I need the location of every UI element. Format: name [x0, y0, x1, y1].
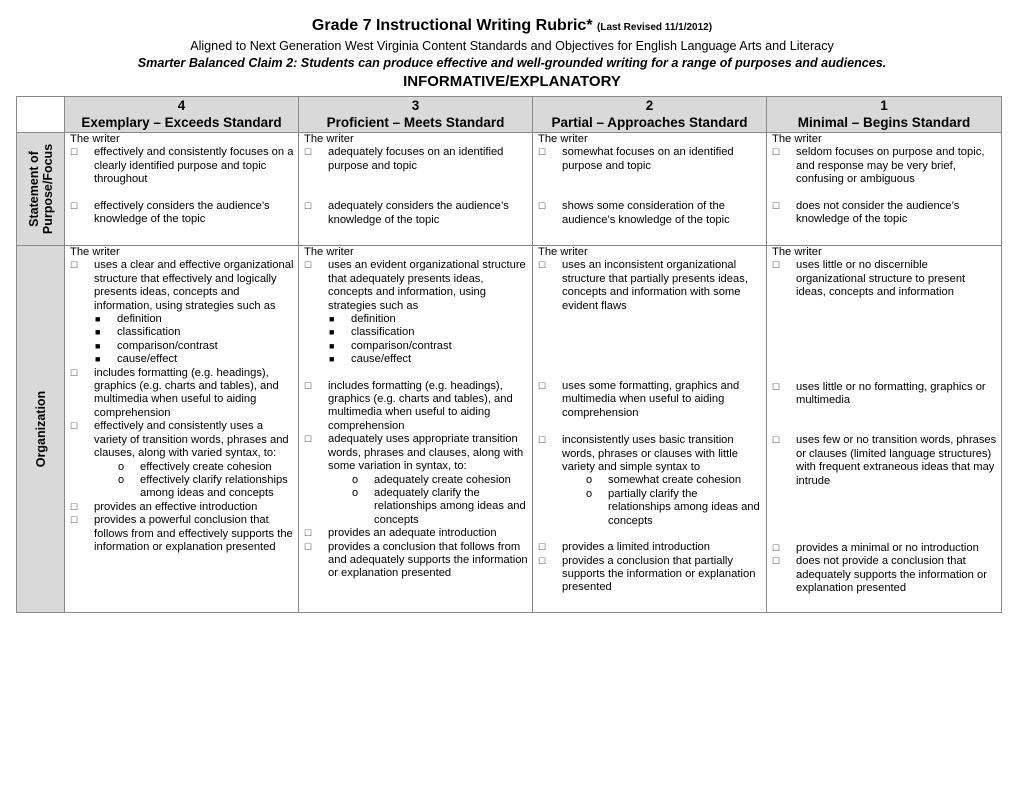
- purpose-item: o partially clarify the relationships among ideas and concepts: [586, 487, 760, 527]
- purpose-item: o somewhat create cohesion: [586, 474, 742, 487]
- organization-cell-4: The writer ☐ uses a clear and effective organizational structure that effectively and logically presents ideas, concepts and information, using strategies such as ■ definition ■ classification ■ comparison/contrast ■ cause/effect ☐ includes formatting (e.g. headings), graphics (e.g. charts and tables), and multimedia when useful to aiding comprehension ☐ effectively and consistently uses a variety of transition words, phrases and clauses, along with varied syntax, to: o effectively create cohesion o effectively clarify relationships among ideas and concepts ☐ provides an effective introduction ☐ provides a powerful conclusion that follows from and effectively supports the information or explanation presented: [65, 246, 299, 613]
- strategy-item: ■ comparison/contrast: [329, 339, 452, 352]
- criterion-item: ☐ does not consider the audience’s knowledge of the topic: [772, 199, 960, 226]
- checkbox-icon: ☐: [304, 528, 313, 539]
- purpose-item: o adequately clarify the relationships among ideas and concepts: [352, 486, 526, 526]
- checkbox-icon: ☐: [772, 147, 781, 158]
- criterion-item: ☐ seldom focuses on purpose and topic, and response may be very brief, confusing or ambiguous: [772, 146, 985, 186]
- checkbox-icon: ☐: [538, 381, 547, 392]
- checkbox-icon: ☐: [772, 543, 781, 554]
- square-bullet-icon: ■: [95, 340, 101, 351]
- claim-statement: Smarter Balanced Claim 2: Students can produce effective and well-grounded writing for a range of purposes and audiences.: [137, 56, 887, 70]
- checkbox-icon: ☐: [538, 555, 547, 566]
- square-bullet-icon: ■: [329, 340, 335, 351]
- purpose-cell-4: The writer ☐ effectively and consistently focuses on a clearly identified purpose and topic throughout ☐ effectively considers the audience’s knowledge of the topic: [65, 133, 299, 246]
- strategy-item: ■ comparison/contrast: [95, 339, 218, 352]
- purpose-cell-1: The writer ☐ seldom focuses on purpose and topic, and response may be very brief, confusing or ambiguous ☐ does not consider the audience’s knowledge of the topic: [767, 133, 1002, 246]
- checkbox-icon: ☐: [772, 200, 781, 211]
- square-bullet-icon: ■: [329, 327, 335, 338]
- criterion-item: ☐ uses some formatting, graphics and multimedia when useful to aiding comprehension: [538, 380, 740, 419]
- square-bullet-icon: ■: [95, 314, 101, 325]
- checkbox-icon: ☐: [304, 260, 313, 271]
- checkbox-icon: ☐: [772, 260, 781, 271]
- criterion-item: ☐ inconsistently uses basic transition words, phrases or clauses with little variety and simple syntax to: [538, 434, 738, 474]
- criterion-item: ☐ provides an adequate introduction: [304, 527, 497, 540]
- checkbox-icon: ☐: [304, 380, 313, 391]
- strategy-item: ■ cause/effect: [95, 353, 178, 366]
- checkbox-icon: ☐: [304, 147, 313, 158]
- organization-cell-2: The writer ☐ uses an inconsistent organizational structure that partially presents ideas, concepts and information with some evident flaws ☐ uses some formatting, graphics and multimedia when useful to aiding comprehension ☐ inconsistently uses basic transition words, phrases or clauses with little variety and simple syntax to o somewhat create cohesion o partially clarify the relationships among ideas and concepts ☐ provides a limited introduction ☐ provides a conclusion that partially supports the information or explanation presented: [533, 246, 767, 613]
- checkbox-icon: ☐: [70, 421, 79, 432]
- checkbox-icon: ☐: [70, 260, 79, 271]
- criterion-item: ☐ provides a minimal or no introduction: [772, 542, 979, 555]
- square-bullet-icon: ■: [329, 314, 335, 325]
- checkbox-icon: ☐: [70, 501, 79, 512]
- strategy-item: ■ definition: [95, 313, 162, 326]
- checkbox-icon: ☐: [538, 147, 547, 158]
- checkbox-icon: ☐: [538, 435, 547, 446]
- criterion-item: ☐ provides a limited introduction: [538, 541, 710, 554]
- criterion-item: ☐ provides a conclusion that follows from and adequately supports the information or explanation presented: [304, 540, 528, 580]
- circle-bullet-icon: o: [586, 487, 593, 500]
- checkbox-icon: ☐: [538, 542, 547, 553]
- criterion-item: ☐ provides a powerful conclusion that follows from and effectively supports the information or explanation presented: [70, 514, 293, 553]
- rubric-table: [16, 96, 1002, 613]
- checkbox-icon: ☐: [538, 201, 547, 212]
- alignment-statement: Aligned to Next Generation West Virginia Content Standards and Objectives for English Language Arts and Literacy: [190, 39, 834, 53]
- checkbox-icon: ☐: [70, 147, 79, 158]
- purpose-item: o effectively clarify relationships among ideas and concepts: [118, 473, 288, 500]
- circle-bullet-icon: o: [352, 486, 359, 499]
- criterion-item: ☐ uses little or no formatting, graphics or multimedia: [772, 380, 986, 407]
- row-label-organization: Organization: [17, 246, 65, 613]
- circle-bullet-icon: o: [352, 473, 359, 486]
- criterion-item: ☐ uses an evident organizational structure that adequately presents ideas, concepts and information, using strategies such as: [304, 259, 526, 312]
- organization-row: [17, 246, 1002, 613]
- square-bullet-icon: ■: [95, 327, 101, 338]
- rubric-title: Grade 7 Instructional Writing Rubric* (Last Revised 11/1/2012): [311, 17, 713, 34]
- column-header-3: 3 Proficient – Meets Standard: [299, 97, 533, 133]
- column-header-4: 4 Exemplary – Exceeds Standard: [65, 97, 299, 133]
- criterion-item: ☐ shows some consideration of the audience’s knowledge of the topic: [538, 200, 730, 226]
- organization-cell-3: The writer ☐ uses an evident organizational structure that adequately presents ideas, concepts and information, using strategies such as ■ definition ■ classification ■ comparison/contrast ■ cause/effect ☐ includes formatting (e.g. headings), graphics (e.g. charts and tables), and multimedia when useful to aiding comprehension ☐ adequately uses appropriate transition words, phrases and clauses, along with some variation in syntax, to: o adequately create cohesion o adequately clarify the relationships among ideas and concepts ☐ provides an adequate introduction ☐ provides a conclusion that follows from and adequately supports the information or explanation presented: [299, 246, 533, 613]
- criterion-item: ☐ uses few or no transition words, phrases or clauses (limited language structures) with frequent extraneous ideas that may intrude: [772, 434, 997, 487]
- circle-bullet-icon: o: [118, 460, 125, 473]
- strategy-item: ■ definition: [329, 313, 396, 326]
- purpose-item: o effectively create cohesion: [118, 460, 272, 473]
- criterion-item: ☐ effectively and consistently uses a variety of transition words, phrases and clauses, along with varied syntax, to:: [70, 420, 289, 460]
- checkbox-icon: ☐: [70, 367, 79, 378]
- criterion-item: ☐ uses little or no discernible organizational structure to present ideas, concepts and information: [772, 259, 966, 299]
- column-header-2: 2 Partial – Approaches Standard: [533, 97, 767, 133]
- organization-cell-1: The writer ☐ uses little or no discernible organizational structure to present ideas, concepts and information ☐ uses little or no formatting, graphics or multimedia ☐ uses few or no transition words, phrases or clauses (limited language structures) with frequent extraneous ideas that may intrude ☐ provides a minimal or no introduction ☐ does not provide a conclusion that adequately supports the information or explanation presented: [767, 246, 1002, 613]
- square-bullet-icon: ■: [95, 354, 101, 365]
- checkbox-icon: ☐: [772, 435, 781, 446]
- criterion-item: ☐ effectively and consistently focuses on a clearly identified purpose and topic throughout: [70, 146, 294, 186]
- row-label-purpose: Statement of Purpose/Focus: [17, 133, 65, 246]
- circle-bullet-icon: o: [118, 473, 125, 486]
- criterion-item: ☐ includes formatting (e.g. headings), graphics (e.g. charts and tables), and multimedia when useful to aiding comprehension: [70, 366, 279, 419]
- corner-cell: [17, 97, 65, 133]
- purpose-item: o adequately create cohesion: [352, 473, 511, 486]
- checkbox-icon: ☐: [772, 381, 781, 392]
- strategy-item: ■ classification: [95, 326, 181, 339]
- checkbox-icon: ☐: [304, 201, 313, 212]
- purpose-cell-3: The writer ☐ adequately focuses on an identified purpose and topic ☐ adequately considers the audience’s knowledge of the topic: [299, 133, 533, 246]
- square-bullet-icon: ■: [329, 354, 335, 365]
- criterion-item: ☐ uses a clear and effective organizational structure that effectively and logically presents ideas, concepts and information, using strategies such as: [70, 259, 294, 312]
- checkbox-icon: ☐: [304, 434, 313, 445]
- criterion-item: ☐ adequately focuses on an identified purpose and topic: [304, 146, 504, 172]
- column-header-1: 1 Minimal – Begins Standard: [767, 97, 1002, 133]
- criterion-item: ☐ includes formatting (e.g. headings), graphics (e.g. charts and tables), and multimedia when useful to aiding comprehension: [304, 379, 513, 432]
- criterion-item: ☐ uses an inconsistent organizational structure that partially presents ideas, concepts and information with some evident flaws: [538, 259, 748, 312]
- strategy-item: ■ cause/effect: [329, 353, 412, 366]
- checkbox-icon: ☐: [772, 556, 781, 567]
- criterion-item: ☐ somewhat focuses on an identified purpose and topic: [538, 146, 734, 172]
- purpose-row: [17, 133, 1002, 246]
- revision-date: (Last Revised 11/1/2012): [597, 22, 713, 33]
- genre-heading: INFORMATIVE/EXPLANATORY: [403, 73, 621, 90]
- checkbox-icon: ☐: [70, 200, 79, 211]
- checkbox-icon: ☐: [70, 515, 79, 526]
- criterion-item: ☐ effectively considers the audience’s knowledge of the topic: [70, 199, 270, 226]
- criterion-item: ☐ does not provide a conclusion that adequately supports the information or explanation presented: [772, 555, 987, 595]
- criterion-item: ☐ provides a conclusion that partially supports the information or explanation presented: [538, 554, 756, 594]
- checkbox-icon: ☐: [304, 541, 313, 552]
- score-header-row: [17, 97, 1002, 133]
- purpose-cell-2: The writer ☐ somewhat focuses on an identified purpose and topic ☐ shows some consideration of the audience’s knowledge of the topic: [533, 133, 767, 246]
- criterion-item: ☐ provides an effective introduction: [70, 500, 258, 513]
- criterion-item: ☐ adequately uses appropriate transition words, phrases and clauses, along with some variation in syntax, to:: [304, 433, 524, 473]
- checkbox-icon: ☐: [538, 260, 547, 271]
- circle-bullet-icon: o: [586, 474, 593, 487]
- criterion-item: ☐ adequately considers the audience’s knowledge of the topic: [304, 200, 509, 226]
- strategy-item: ■ classification: [329, 326, 415, 339]
